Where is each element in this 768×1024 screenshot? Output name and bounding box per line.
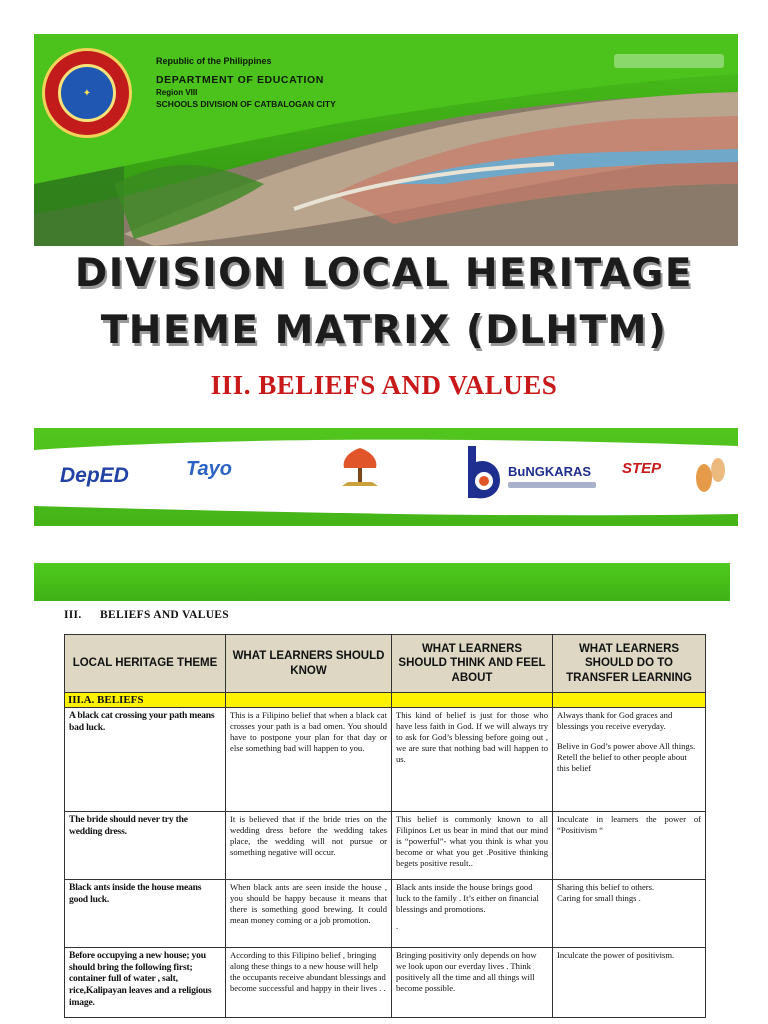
do-item: Always thank for God graces and blessings you receive everyday. <box>557 710 673 731</box>
deped-logo <box>60 464 129 494</box>
bungkaras-b-icon <box>462 444 502 500</box>
table-row <box>65 812 706 880</box>
section-heading <box>64 609 229 621</box>
logo-band <box>34 428 738 526</box>
do-item: Inculcate the power of positivism. <box>557 950 675 960</box>
division-label: SCHOOLS DIVISION OF CATBALOGAN CITY <box>156 99 336 109</box>
know-cell: This is a Filipino belief that when a black cat crosses your path is a bad omen. You should have to postpone your plan for that day or else something bad will happen to you. <box>226 708 392 812</box>
column-header-know: WHAT LEARNERS SHOULD KNOW <box>226 635 392 693</box>
table-row <box>65 948 706 1018</box>
republic-label: Republic of the Philippines <box>156 56 272 66</box>
do-cell <box>553 880 706 948</box>
footprint-icon <box>690 448 730 504</box>
column-header-think: WHAT LEARNERS SHOULD THINK AND FEEL ABOUT <box>392 635 553 693</box>
beliefs-group-label: III.A. BELIEFS <box>65 693 226 708</box>
do-item: Sharing this belief to others. <box>557 882 655 892</box>
page-title-line1: DIVISION LOCAL HERITAGE <box>74 251 694 296</box>
lead-tree-icon <box>334 442 386 502</box>
deped-logo-text: DepED <box>60 464 129 487</box>
do-item: Inculcate in learners the power of “Positivism “ <box>557 814 701 835</box>
do-item: Belive in God’s power above All things. <box>557 741 696 751</box>
theme-cell: Black ants inside the house means good luck. <box>65 880 226 948</box>
column-header-do: WHAT LEARNERS SHOULD DO TO TRANSFER LEARNING <box>553 635 706 693</box>
think-cell: This kind of belief is just for those who have less faith in God. If we will always try to ask for God’s blessing before going out , we are sure that nothing bad will happen to us. <box>392 708 553 812</box>
region-label: Region VIII <box>156 88 198 97</box>
deped-seal-logo: ✦ <box>42 48 132 138</box>
table-header-row <box>65 635 706 693</box>
page-subtitle: III. BELIEFS AND VALUES <box>210 370 558 400</box>
page-title-line2: THEME MATRIX (DLHTM) <box>100 308 668 353</box>
bungkaras-logo-text: BuNGKARAS <box>508 464 592 479</box>
step-logo-text: STEP <box>622 460 662 477</box>
think-cell: This belief is commonly known to all Filipinos Let us bear in mind that our mind is “powerful”- what you think is what you become or what you get .Positive thinking begets positive result.. <box>392 812 553 880</box>
think-cell: Bringing positivity only depends on how we look upon our everday lives . Think positively all the time and all things will become possible. <box>392 948 553 1018</box>
column-header-theme: LOCAL HERITAGE THEME <box>65 635 226 693</box>
step-logo <box>622 460 661 483</box>
do-cell <box>553 812 706 880</box>
do-cell <box>553 948 706 1018</box>
do-item: Caring for small things . <box>557 893 641 903</box>
theme-cell: The bride should never try the wedding dress. <box>65 812 226 880</box>
bungkaras-logo <box>462 444 602 504</box>
table-row <box>65 708 706 812</box>
hashtag-watermark <box>614 54 724 68</box>
section-number: III. <box>64 609 82 621</box>
lead-logo <box>334 442 386 502</box>
know-cell: When black ants are seen inside the house , you should be happy because it means that there is something good brewing. It could mean money coming or a job promotion. <box>226 880 392 948</box>
theme-cell: A black cat crossing your path means bad luck. <box>65 708 226 812</box>
think-cell <box>392 880 553 948</box>
theme-cell: Before occupying a new house; you should bring the following first; container full of water , salt, rice,Kalipayan leaves and a religious image. <box>65 948 226 1018</box>
empty-cell <box>226 693 392 708</box>
know-cell: According to this Filipino belief , bringing along these things to a new house will help the occupants receive abundant blessings and become successful and happy in their lives . . <box>226 948 392 1018</box>
think-extra: . <box>396 921 399 931</box>
department-label: DEPARTMENT OF EDUCATION <box>156 74 324 86</box>
heritage-matrix-table <box>64 634 706 1018</box>
beliefs-group-row <box>65 693 706 708</box>
tayo-logo-text: Tayo <box>186 458 232 480</box>
do-item: Retell the belief to other people about this belief <box>557 752 687 773</box>
section-band <box>34 563 730 601</box>
section-label: BELIEFS AND VALUES <box>100 609 229 621</box>
think-text: Black ants inside the house brings good luck to the family . It’s either on financial blessings and promotions. <box>396 882 539 914</box>
header-banner <box>34 34 738 246</box>
tayo-logo <box>186 458 232 487</box>
table-row <box>65 880 706 948</box>
empty-cell <box>553 693 706 708</box>
do-cell <box>553 708 706 812</box>
know-cell: It is believed that if the bride tries on the wedding dress before the wedding takes place, the wedding will not pursue or something negative will occur. <box>226 812 392 880</box>
empty-cell <box>392 693 553 708</box>
